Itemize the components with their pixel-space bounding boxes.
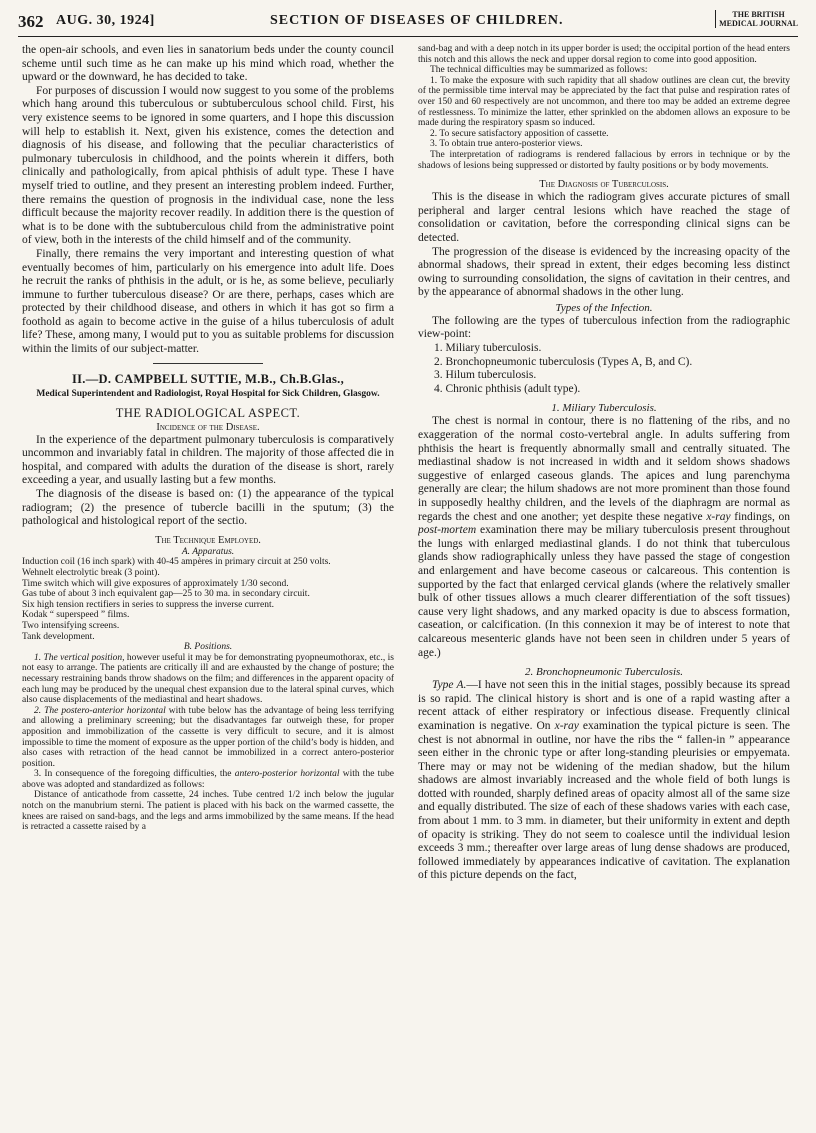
difficulty-1: 1. To make the exposure with such rapidity that all shadow outlines are clean cut, the brevity of the permissible time interval may be appreciated by the fact that pulse and respiration rates of over 150 and 60 respectively are not uncommon, and there too may be added an extreme degree of restlessness. To minimize the latter, ether sprinkled on the abdomen allows an exposure to be made during the respiratory spasm so induced. [418, 75, 790, 129]
apparatus-item: Time switch which will give exposures of approximately 1/30 second. [22, 578, 289, 589]
list-item: 1. Miliary tuberculosis. [434, 342, 542, 355]
apparatus-list [22, 557, 394, 642]
left-column [22, 44, 394, 1127]
apparatus-item: Induction coil (16 inch spark) with 40-45 ampères in primary circuit at 250 volts. [22, 557, 331, 568]
journal-name-line1: THE BRITISH [732, 10, 785, 19]
apparatus-item: Kodak “ superspeed ” films. [22, 610, 130, 621]
text-run: The chest is normal in contour, there is no flattening of the ribs, and no exaggeration of the normal costo-vertebral angle. In adults suffering from phthisis the heart is frequently abnormally small and centrally situated. The mediastinal shadow is not increased in width and it seldom shows shadows suggestive of enlarged caseous glands. The apices and lung parenchyma generally are clear; the hilum shadows are not more prominent than those found in supposedly healthy children, and the levels of the diaphragm are normal as regards the chest and one another; yet despite these negative [418, 415, 790, 523]
paragraph [418, 679, 790, 883]
position-1-text: however useful it may be for demonstrating pyopneumothorax, etc., is not easy to arrange. The patients are critically ill and are exhausted by the change of posture; the necessary restraining bands throw shadows on the film; and differences in the apparent opacity of each lung may be produced by the unequal chest expansion due to the lateral spinal curves, which also cause displacements of the mediastinal and heart shadows. [22, 652, 394, 706]
subheading-apparatus: A. Apparatus. [181, 546, 235, 557]
author-line: II.—D. CAMPBELL SUTTIE, M.B., Ch.B.Glas., [71, 371, 345, 386]
text-run: examination the typical picture is seen. The chest is not abnormal in outline, nor have the ribs the “ fallen-in ” appearance seen either in the chronic type or after long-standing pleurisies or empyemata. There may or may not be widening of the median shadow, but the hilum shadows are almost invariably increased and the whole field of both lungs is dotted with rounded, sharply defined areas of opacity almost all of the same size and equally distributed. The size of each of these shadows varies with each case, from about 1 mm. to 3 mm. in diameter, but their uniformity in extent and depth of opacity is striking. They do not seem to coalesce until the individual lesion exceeds 3 mm.; thereafter over large areas of lung dense shadows are produced, followed immediately by appearances indicative of cavitation. The explanation of this picture depends on the fact, [418, 719, 790, 882]
list-item: 2. Bronchopneumonic tuberculosis (Types A, B, and C). [434, 355, 693, 368]
section-title: SECTION OF DISEASES OF CHILDREN. [270, 13, 564, 28]
subheading-bronchopneumonic: 2. Bronchopneumonic Tuberculosis. [524, 666, 684, 679]
list-item: 3. Hilum tuberculosis. [434, 369, 537, 382]
text-run: —I have not seen this in the initial stages, possibly because its spread is so rapid. The clinical history is short and is one of a rapid wasting after a recent attack of either respiratory or infectious disease. Frequently clinical examination is negative. On [418, 679, 790, 732]
apparatus-item: Six high tension rectifiers in series to suppress the inverse current. [22, 599, 274, 610]
position-3 [22, 769, 394, 790]
text-run: post-mortem [418, 524, 477, 537]
position-2 [22, 706, 394, 770]
text-run: findings, on [730, 510, 790, 523]
subheading-diagnosis: The Diagnosis of Tuberculosis. [539, 179, 669, 191]
difficulties-note: The interpretation of radiograms is rendered fallacious by errors in technique or by the shadows of lesions being suppressed or distorted by faulty positions or by body movements. [418, 149, 790, 171]
paragraph: The progression of the disease is evidenced by the increasing opacity of the abnormal shadows, their spread in extent, their edges becoming less distinct owing to surrounding consolidation, the signs of cavitation in their centres, and by the appearance of abnormal shadows in the other lung. [418, 245, 790, 299]
paragraph: the open-air schools, and even lies in sanatorium beds under the county council scheme until such time as he can make up his mind which road, whether the upward or the downward, he has decided to take. [22, 44, 394, 84]
position-3-text-a: 3. In consequence of the foregoing difficulties, the [34, 769, 235, 780]
apparatus-item: Tank development. [22, 631, 95, 642]
position-2-lead: 2. The postero-anterior horizontal [34, 705, 166, 716]
paragraph: For purposes of discussion I would now suggest to you some of the problems which hang around this tuberculous or subtuberculous school child. First, his very existence seems to be ignored in some quarters, and I hope this discussion will help to establish it. Next, given his existence, comes the detection and diagnosis of his disease, and following that the peculiar characteristics of pulmonary tuberculosis in childhood, and the points wherein it differs, both clinically and pathologically, from apical phthisis of adult type. These I have myself tried to outline, and they present an interesting problem indeed. Further, there remains the question of prognosis in the individual case, none the less difficult because the majority recover readily. In addition there is the question of what is to be done with the subtuberculous child from the administrative point of view, both in the interests of the child himself and of the community. [22, 84, 394, 247]
text-run: examination there may be miliary tuberculosis present throughout the lungs with enlarged mediastinal glands. I do not think that tuberculous glands show radiographically unless they have passed the stage of congestion and enlargement and have become caseous or calcareous. This contention is supported by the fact that enlarged cervical glands (where the relatively smaller bulk of other tissues allows a much clearer differentiation of the soft tissues) cause very light shadows, and any marked opacity is due to abscess formation, caseation, or calcification. (In this connexion it may be of interest to note that calcareous mesenteric glands have not been seen in children under 5 years of age.) [418, 524, 790, 659]
apparatus-item: Wehnelt electrolytic break (3 point). [22, 568, 160, 578]
position-2-text: with tube below has the advantage of being less terrifying and allowing a preliminary screening; but the disadvantages far outweigh these, for proper apposition and immobilization of the cassette is very difficult to secure, and it is almost impossible to time the moment of exposure as the upper portion of the child’s body is hidden, and also cases with retraction of the head cannot be immobilized in a correct antero-posterior position. [22, 705, 394, 769]
paragraph [418, 415, 790, 660]
subheading-miliary: 1. Miliary Tuberculosis. [551, 402, 657, 415]
paragraph: In the experience of the department pulmonary tuberculosis is comparatively uncommon and invariably fatal in children. The majority of those affected die in hospital, and compared with adults the duration of the disease is short, rarely exceeding a year, and usually lasting but a few months. [22, 433, 394, 487]
author-affiliation: Medical Superintendent and Radiologist, Royal Hospital for Sick Children, Glasgow. [36, 388, 380, 399]
position-3-lead: antero-posterior horizontal [234, 769, 340, 780]
types-list [434, 342, 790, 396]
subheading-technique: The Technique Employed. [155, 534, 261, 546]
position-1 [22, 653, 394, 706]
difficulty-2: 2. To secure satisfactory apposition of cassette. [430, 128, 609, 139]
position-3-detail: Distance of anticathode from cassette, 24 inches. Tube centred 1/2 inch below the jugular notch on the manubrium sterni. The patient is placed with his back on the warmed cassette, the knees are raised on sand-bags, and the legs and arms immobilized by the same means. If the head is retracted a cassette raised by a [22, 790, 394, 833]
right-column [418, 44, 790, 1127]
paragraph: This is the disease in which the radiogram gives accurate pictures of small peripheral and larger central lesions which have reached the stage of consolidation or cavitation, before the corresponding clinical signs can be detected. [418, 191, 790, 244]
section-divider [153, 363, 263, 364]
position-1-lead: 1. The vertical position, [34, 652, 125, 663]
page-number: 362 [18, 12, 44, 31]
text-run: x-ray [554, 719, 579, 732]
text-run: x-ray [706, 510, 731, 523]
issue-date: AUG. 30, 1924] [56, 13, 155, 28]
subheading-incidence: Incidence of the Disease. [156, 421, 260, 433]
running-header [18, 10, 798, 37]
paragraph: Finally, there remains the very important and interesting question of what eventually becomes of him, particularly on his emergence into adult life. Does he recruit the ranks of phthisis in the adult, or is he, as some believe, peculiarly immune to further tuberculous disease? Or are there, perhaps, cases which are protected by their childhood disease, and others in which it has got so firm a foothold as again to become active in the guise of a hilus tuberculosis of adult life? These, among many, I would put to you as suitable problems for discussion within the limits of our subject-matter. [22, 247, 394, 356]
journal-name-line2: MEDICAL JOURNAL [719, 19, 798, 28]
paragraph: The diagnosis of the disease is based on: (1) the appearance of the typical radiogram; (2) the presence of tubercle bacilli in the sputum; (3) the pathological and histological report of the sectio. [22, 488, 394, 528]
difficulty-3: 3. To obtain true antero-posterior views. [430, 139, 583, 150]
position-3-text-b: with the tube above was adopted and standardized as follows: [22, 769, 394, 790]
subheading-types: Types of the Infection. [555, 301, 653, 314]
continued-text: sand-bag and with a deep notch in its upper border is used; the occipital portion of the head enters this notch and this allows the neck and upper dorsal region to come into good apposition. [418, 44, 790, 65]
journal-name [715, 10, 798, 28]
subheading-positions: B. Positions. [183, 642, 233, 653]
text-run: Type A. [432, 679, 467, 692]
paragraph: The following are the types of tuberculous infection from the radiographic view-point: [418, 314, 790, 341]
apparatus-item: Gas tube of about 3 inch equivalent gap—25 to 30 ma. in secondary circuit. [22, 589, 310, 600]
apparatus-item: Two intensifying screens. [22, 620, 120, 631]
paper-title: THE RADIOLOGICAL ASPECT. [115, 405, 301, 420]
difficulties-intro: The technical difficulties may be summarized as follows: [430, 65, 648, 76]
list-item: 4. Chronic phthisis (adult type). [434, 382, 581, 395]
